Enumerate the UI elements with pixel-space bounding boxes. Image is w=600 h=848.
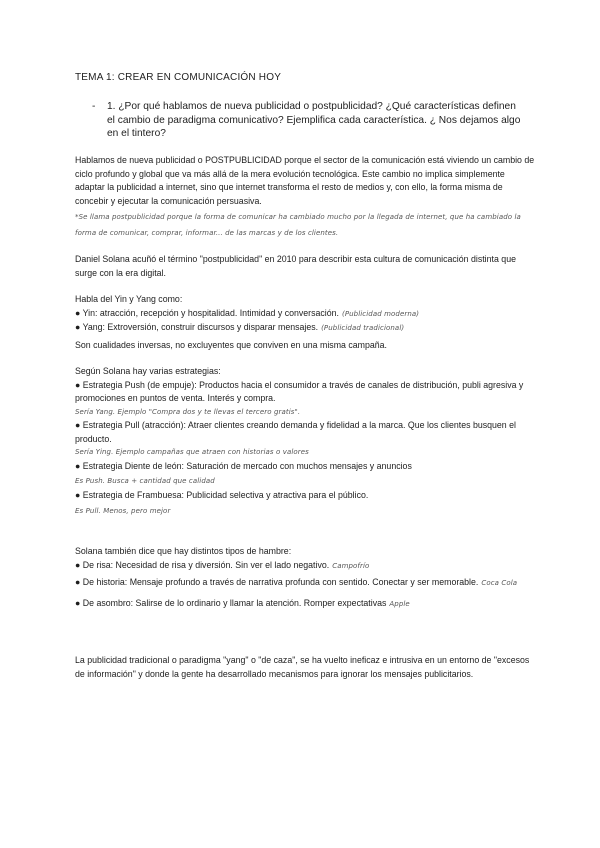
strategies-heading: Según Solana hay varias estrategias: — [75, 366, 221, 376]
yin-text: ● Yin: atracción, recepción y hospitalidad. Intimidad y conversación. — [75, 307, 339, 318]
conclusion-section — [75, 654, 535, 681]
question-text: 1. ¿Por qué hablamos de nueva publicidad o postpublicidad? ¿Qué características definen el cambio de paradigma comunicativo? Ejemplifica cada característica. ¿ Nos dejamos algo en el tintero? — [107, 101, 521, 139]
yang-note: (Publicidad tradicional) — [321, 324, 405, 332]
yinyang-heading: Habla del Yin y Yang como: — [75, 294, 183, 304]
intro-section — [75, 154, 535, 241]
yin-item — [75, 307, 535, 322]
strategy-push-text: ● Estrategia Push (de empuje): Productos hacia el consumidor a través de canales de distribución, publi agresiva y promociones en puntos de venta. Interés y compra. — [75, 379, 524, 403]
page-title: TEMA 1: CREAR EN COMUNICACIÓN HOY — [75, 72, 282, 83]
hunger-heading: Solana también dice que hay distintos tipos de hambre: — [75, 546, 292, 556]
intro-handwritten-note: *Se llama postpublicidad porque la forma de comunicar ha cambiado mucho por la llegada de internet, que ha cambiado la forma de comunicar, comprar, informar... de las marcas y de los clientes. — [75, 213, 521, 237]
hunger-section — [75, 545, 535, 611]
hunger-laugh-item — [75, 559, 535, 574]
strategies-section — [75, 365, 535, 519]
hunger-wonder-item — [75, 597, 535, 612]
yinyang-section — [75, 293, 535, 352]
strategy-dandelion-note: Es Push. Busca + cantidad que calidad — [75, 477, 215, 485]
hunger-wonder-text: ● De asombro: Salirse de lo ordinario y llamar la atención. Romper expectativas — [75, 597, 387, 608]
yang-text: ● Yang: Extroversión, construir discursos y disparar mensajes. — [75, 322, 319, 332]
hunger-wonder-note: Apple — [389, 599, 410, 608]
hunger-laugh-note: Campofrío — [332, 561, 370, 570]
strategy-pull-text: ● Estrategia Pull (atracción): Atraer clientes creando demanda y fidelidad a la marca. Que los clientes busquen el producto. — [75, 420, 516, 444]
strategy-raspberry-text: ● Estrategia de Frambuesa: Publicidad selectiva y atractiva para el público. — [75, 490, 369, 500]
yin-note: (Publicidad moderna) — [341, 309, 420, 318]
solana-paragraph: Daniel Solana acuñó el término "postpublicidad" en 2010 para describir esta cultura de comunicación distinta que surge con la era digital. — [75, 254, 516, 278]
strategy-raspberry-note: Es Pull. Menos, pero mejor — [75, 506, 171, 515]
strategy-pull-note: Sería Ying. Ejemplo campañas que atraen con historias o valores — [75, 448, 309, 456]
question-bullet: - — [92, 101, 96, 112]
hunger-story-item — [75, 576, 535, 591]
intro-paragraph: Hablamos de nueva publicidad o POSTPUBLICIDAD porque el sector de la comunicación está viviendo un cambio de ciclo profundo y global que va más allá de la mera evolución tecnológica. Este cambio no implica simplemente adaptar la publicidad a internet, sino que internet transforma el resto de medios y, con ello, la forma misma de concebir y ejecutar la comunicación persuasiva. — [75, 155, 535, 206]
yang-item — [75, 321, 535, 336]
conclusion-paragraph: La publicidad tradicional o paradigma "yang" o "de caza", se ha vuelto ineficaz e intrusiva en un entorno de "excesos de información" y donde la gente ha desarrollado mecanismos para ignorar los mensajes publicitarios. — [75, 655, 530, 679]
yinyang-closing: Son cualidades inversas, no excluyentes que conviven en una misma campaña. — [75, 339, 387, 350]
strategy-push-note: Sería Yang. Ejemplo "Compra dos y te llevas el tercero gratis". — [75, 407, 301, 416]
hunger-story-text: ● De historia: Mensaje profundo a través de narrativa profunda con sentido. Conectar y ser memorable. — [75, 577, 479, 587]
hunger-story-note: Coca Cola — [481, 579, 518, 587]
strategy-dandelion-text: ● Estrategia Diente de león: Saturación de mercado con muchos mensajes y anuncios — [75, 460, 412, 471]
solana-section — [75, 253, 535, 280]
hunger-laugh-text: ● De risa: Necesidad de risa y diversión. Sin ver el lado negativo. — [75, 559, 330, 570]
question-item — [92, 100, 522, 141]
